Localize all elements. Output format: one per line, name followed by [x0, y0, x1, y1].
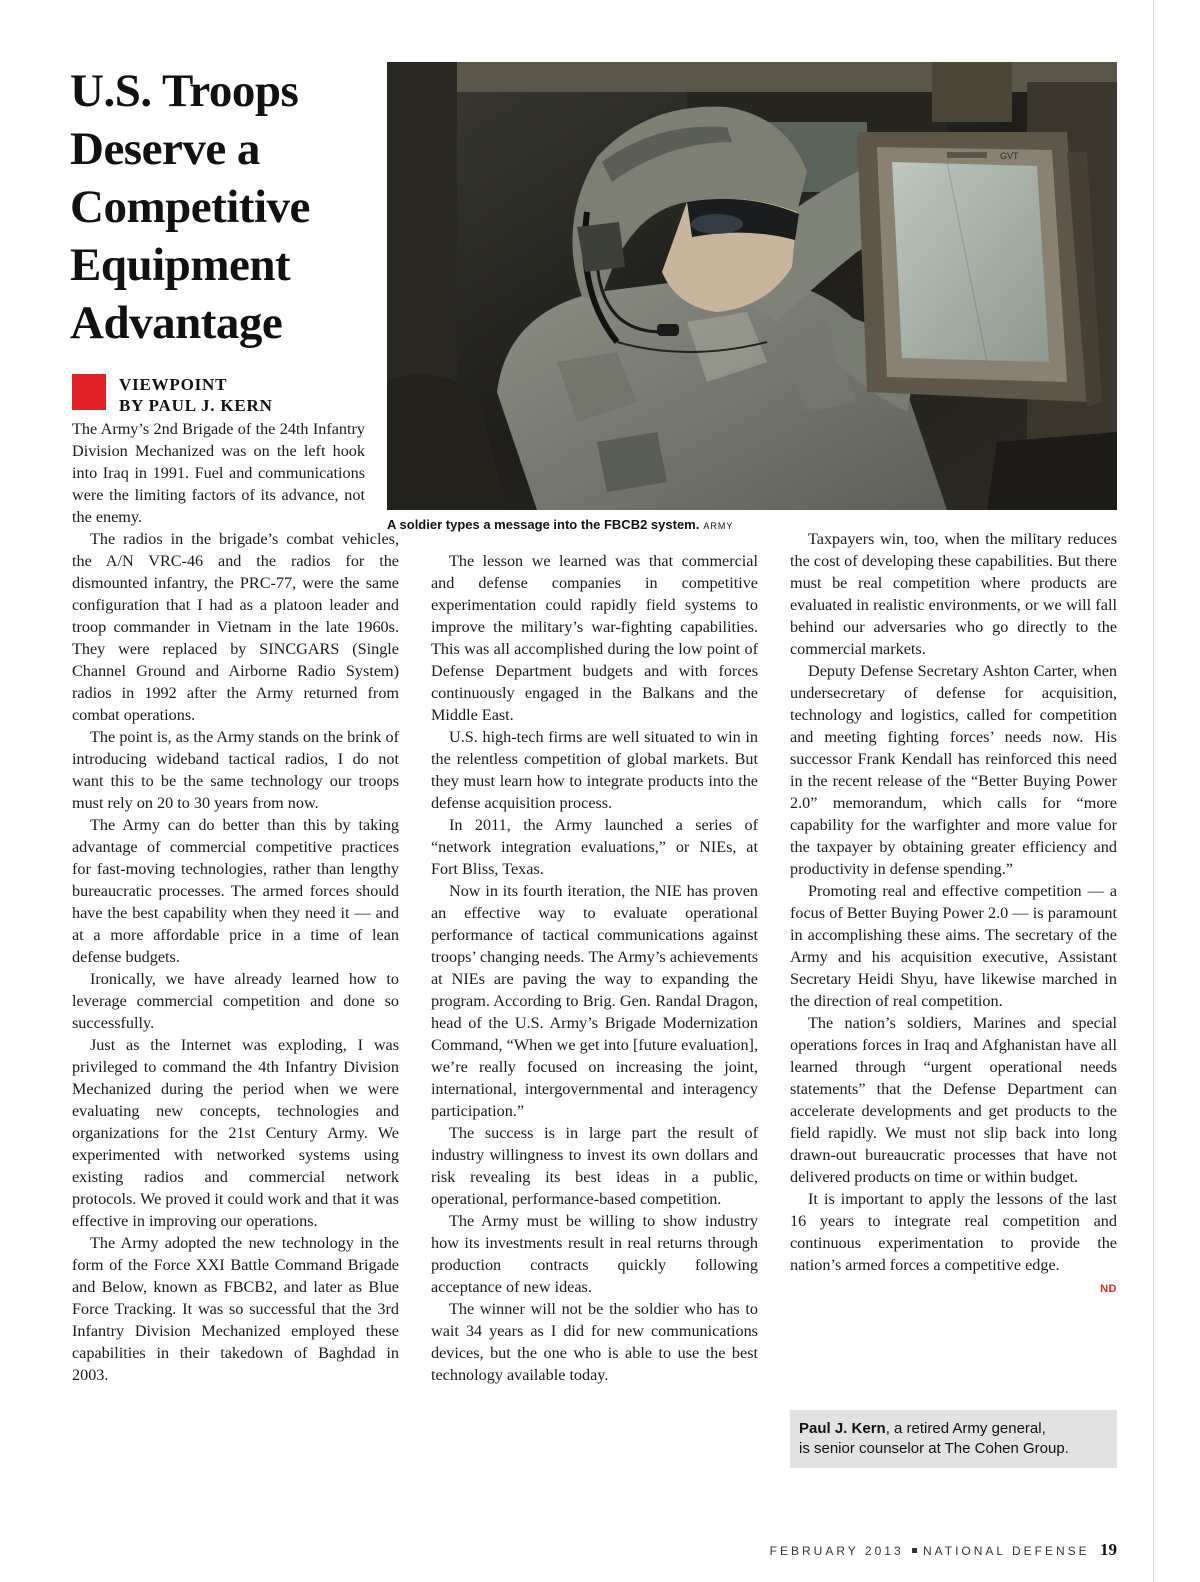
viewpoint-red-square-icon	[72, 374, 106, 410]
column-3	[790, 528, 1117, 1300]
soldier-photo	[387, 62, 1117, 510]
footer-date: FEBRUARY 2013	[769, 1544, 904, 1558]
paragraph: Deputy Defense Secretary Ashton Carter, when undersecretary of defense for acquisition, technology and logistics, called for competition and meeting fighting forces’ needs now. His successor Frank Kendall has reinforced this need in the recent release of the “Better Buying Power 2.0” memorandum, which calls for “more capability for the warfighter and more value for the taxpayer by obtaining greater efficiency and productivity in defense spending.”	[790, 662, 1117, 878]
headline	[70, 62, 380, 352]
byline-block	[70, 374, 380, 416]
author-bio-box	[790, 1410, 1117, 1468]
photo-credit: ARMY	[703, 521, 734, 531]
page-footer	[770, 1540, 1117, 1560]
column-1	[72, 528, 399, 1386]
paragraph: Taxpayers win, too, when the military reduces the cost of developing these capabilities. But there must be real competition where products are evaluated in realistic environments, or we will fall behind our adversaries who go directly to the commercial markets.	[790, 530, 1117, 658]
paragraph: Just as the Internet was exploding, I was privileged to command the 4th Infantry Division Mechanized during the period when we were evaluating new concepts, technologies and organizations for the 21st Century Army. We experimented with networked systems using existing radios and commercial network protocols. We proved it could work and that it was effective in improving our operations.	[72, 1036, 399, 1230]
paragraph: U.S. high-tech firms are well situated to win in the relentless competition of global markets. But they must learn how to integrate products into the defense acquisition process.	[431, 728, 758, 812]
page-edge-divider	[1153, 0, 1154, 1582]
footer-publication: NATIONAL DEFENSE	[922, 1544, 1090, 1558]
section-label: VIEWPOINT	[119, 375, 228, 394]
photo-caption	[387, 517, 787, 532]
column-1-lead	[72, 418, 365, 528]
paragraph: The radios in the brigade’s combat vehicles, the A/N VRC-46 and the radios for the dismounted infantry, the PRC-77, were the same configuration that I had as a platoon leader and troop commander in Vietnam in the late 1960s. They were replaced by SINCGARS (Single Channel Ground and Airborne Radio System) radios in 1992 after the Army returned from combat operations.	[72, 530, 399, 724]
paragraph: The Army can do better than this by taking advantage of commercial competitive practices for fast-moving technologies, rather than lengthy bureaucratic processes. The armed forces should have the best capability when they need it — and at a more affordable price in a time of lean defense budgets.	[72, 816, 399, 966]
paragraph: The nation’s soldiers, Marines and special operations forces in Iraq and Afghanistan have all learned through “urgent operational needs statements” that the Defense Department can accelerate developments and get products to the field rapidly. We must not slip back into long drawn-out bureaucratic processes that have not delivered products on time or within budget.	[790, 1014, 1117, 1186]
author-byline: BY PAUL J. KERN	[119, 396, 273, 415]
lead-paragraph: The Army’s 2nd Brigade of the 24th Infantry Division Mechanized was on the left hook into Iraq in 1991. Fuel and communications were the limiting factors of its advance, not the enemy.	[72, 420, 365, 526]
caption-text: A soldier types a message into the FBCB2 system.	[387, 517, 700, 532]
paragraph: The winner will not be the soldier who has to wait 34 years as I did for new communications devices, but the one who is able to use the best technology available today.	[431, 1300, 758, 1384]
paragraph: Ironically, we have already learned how to leverage commercial competition and done so successfully.	[72, 970, 399, 1032]
paragraph: The point is, as the Army stands on the brink of introducing wideband tactical radios, I do not want this to be the same technology our troops must rely on 20 to 30 years from now.	[72, 728, 399, 812]
bio-author-name: Paul J. Kern	[799, 1420, 886, 1437]
end-mark: ND	[1100, 1283, 1117, 1295]
bio-line-1	[799, 1419, 1107, 1439]
paragraph: The lesson we learned was that commercial and defense companies in competitive experimentation could rapidly field systems to improve the military’s war-fighting capabilities. This was all accomplished during the low point of Defense Department budgets and with forces continuously engaged in the Balkans and the Middle East.	[431, 552, 758, 724]
page-number: 19	[1100, 1540, 1117, 1559]
paragraph: The Army must be willing to show industry how its investments result in real returns through production contracts quickly following acceptance of new ideas.	[431, 1212, 758, 1296]
column-2	[431, 550, 758, 1386]
byline-label	[119, 374, 273, 416]
headline-line-3: Competitive	[70, 181, 310, 233]
paragraph: Now in its fourth iteration, the NIE has proven an effective way to evaluate operational performance of tactical communications against troops’ changing needs. The Army’s achievements at NIEs are paving the way to expanding the program. According to Brig. Gen. Randal Dragon, head of the U.S. Army’s Brigade Modernization Command, “When we get into [future evaluation], we’re really focused on increasing the joint, international, intergovernmental and interagency participation.”	[431, 882, 758, 1120]
device-label: GVT	[1000, 151, 1019, 161]
paragraph: The success is in large part the result of industry willingness to invest its own dollars and risk revealing its best ideas in a public, operational, performance-based competition.	[431, 1124, 758, 1208]
footer-separator-icon	[912, 1548, 917, 1553]
paragraph: It is important to apply the lessons of the last 16 years to integrate real competition and continuous experimentation to provide the nation’s armed forces a competitive edge.	[790, 1190, 1117, 1274]
bio-line-2: is senior counselor at The Cohen Group.	[799, 1440, 1069, 1457]
headline-line-2: Deserve a	[70, 123, 260, 175]
bio-role: , a retired Army general,	[885, 1420, 1046, 1437]
headline-line-1: U.S. Troops	[70, 65, 299, 117]
headline-line-4: Equipment	[70, 239, 291, 291]
headline-line-5: Advantage	[70, 297, 283, 349]
paragraph: Promoting real and effective competition — a focus of Better Buying Power 2.0 — is paramount in accomplishing these aims. The secretary of the Army and his acquisition executive, Assistant Secretary Heidi Shyu, have likewise marched in the direction of real competition.	[790, 882, 1117, 1010]
paragraph: The Army adopted the new technology in the form of the Force XXI Battle Command Brigade and Below, known as FBCB2, and later as Blue Force Tracking. It was so successful that the 3rd Infantry Division Mechanized employed these capabilities in their takedown of Baghdad in 2003.	[72, 1234, 399, 1384]
paragraph: In 2011, the Army launched a series of “network integration evaluations,” or NIEs, at Fort Bliss, Texas.	[431, 816, 758, 878]
